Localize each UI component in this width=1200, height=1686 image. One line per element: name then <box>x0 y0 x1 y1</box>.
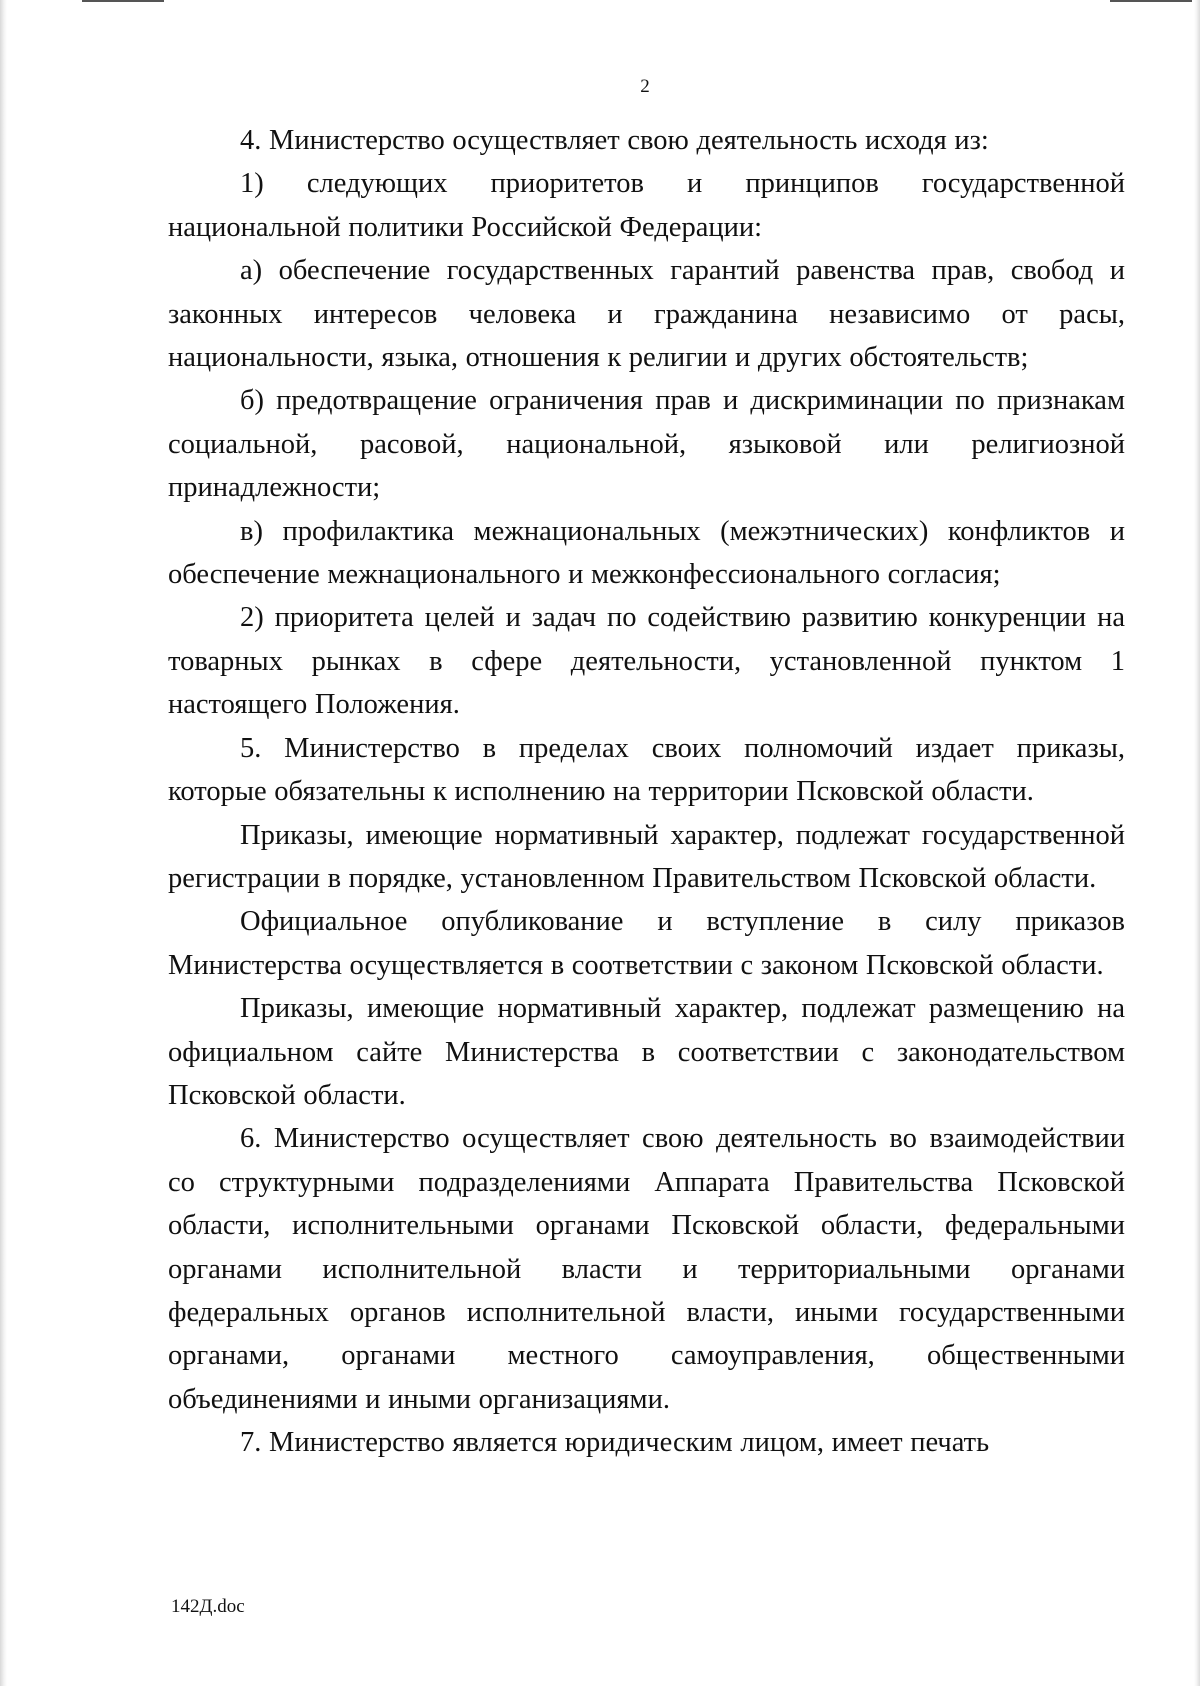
footer-filename: 142Д.doc <box>171 1596 245 1617</box>
scan-top-rule-left <box>82 0 164 2</box>
scan-top-rule-right <box>1110 0 1192 2</box>
document-body <box>168 119 1125 1465</box>
paragraph-4-2: 2) приоритета целей и задач по содействию развитию конкуренции на товарных рынках в сфере деятельности, установленной пунктом 1 настоящего Положения. <box>168 602 1125 721</box>
paragraph-4: 4. Министерство осуществляет свою деятельность исходя из: <box>240 125 989 156</box>
scan-edge-left <box>0 0 7 1686</box>
paragraph-7: 7. Министерство является юридическим лицом, имеет печать <box>240 1427 990 1459</box>
scan-edge-right <box>1194 0 1200 1686</box>
paragraph-6: 6. Министерство осуществляет свою деятельность во взаимодействии со структурными подразделениями Аппарата Правительства Псковской области, исполнительными органами Псковской области, федеральными органами исполнительной власти и территориальными органами федеральных органов исполнительной власти, иными государственными органами, органами местного самоуправления, общественными объединениями и иными организациями. <box>168 1123 1125 1415</box>
paragraph-4-1-b: б) предотвращение ограничения прав и дискриминации по признакам социальной, расовой, национальной, языковой или религиозной принадлежности; <box>168 385 1125 504</box>
paragraph-4-1-a: а) обеспечение государственных гарантий равенства прав, свобод и законных интересов человека и гражданина независимо от расы, национальности, языка, отношения к религии и других обстоятельств; <box>168 255 1125 374</box>
paragraph-5-publication: Официальное опубликование и вступление в силу приказов Министерства осуществляется в соответствии с законом Псковской области. <box>168 906 1125 981</box>
paragraph-5-registration: Приказы, имеющие нормативный характер, подлежат государственной регистрации в порядке, установленном Правительством Псковской области. <box>168 819 1125 894</box>
paragraph-4-1-v: в) профилактика межнациональных (межэтнических) конфликтов и обеспечение межнационального и межконфессионального согласия; <box>168 515 1125 591</box>
page-number: 2 <box>640 76 650 97</box>
paragraph-5-website: Приказы, имеющие нормативный характер, подлежат размещению на официальном сайте Министерства в соответствии с законодательством Псковской области. <box>168 993 1125 1111</box>
paragraph-5: 5. Министерство в пределах своих полномочий издает приказы, которые обязательны к исполнению на территории Псковской области. <box>168 732 1125 808</box>
paragraph-4-1: 1) следующих приоритетов и принципов государственной национальной политики Российской Федерации: <box>168 168 1125 243</box>
